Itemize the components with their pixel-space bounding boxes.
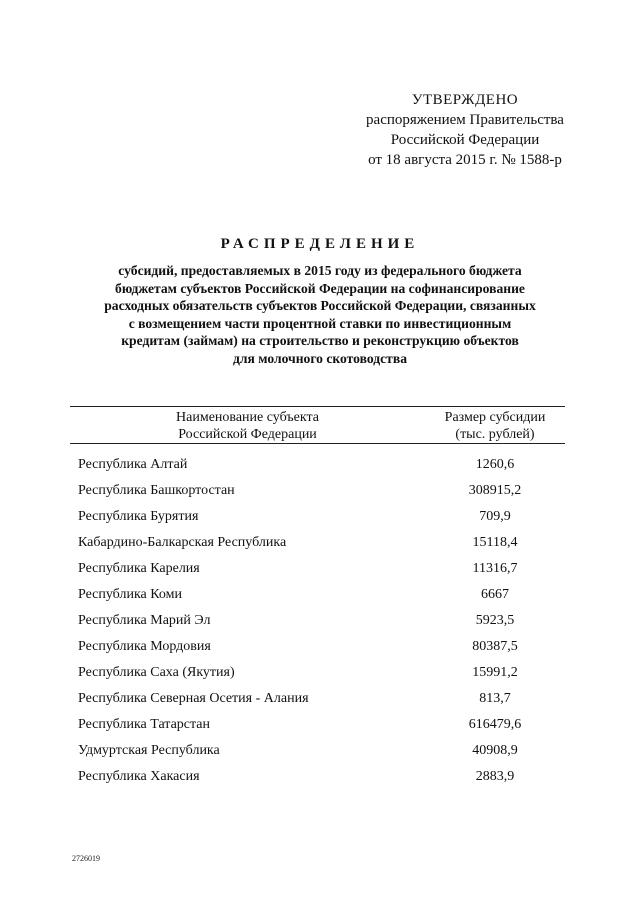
region-name: Республика Хакасия: [78, 769, 200, 784]
subsidy-table: [70, 406, 565, 784]
region-name: Республика Бурятия: [78, 509, 199, 524]
subsidy-amount: 80387,5: [472, 639, 518, 654]
table-row: [70, 638, 565, 664]
table-row: [70, 664, 565, 690]
table-row: [70, 456, 565, 482]
approval-block: [330, 90, 600, 170]
header-name-column: [70, 409, 425, 443]
region-name: Республика Мордовия: [78, 639, 211, 654]
subsidy-amount: 11316,7: [472, 561, 518, 576]
header-text: Наименование субъекта: [176, 410, 319, 425]
table-row: [70, 612, 565, 638]
table-header: [70, 406, 565, 444]
table-row: [70, 586, 565, 612]
region-name: Республика Северная Осетия - Алания: [78, 691, 309, 706]
subsidy-amount: 5923,5: [475, 613, 515, 628]
header-text: Размер субсидии: [444, 410, 546, 425]
region-name: Республика Татарстан: [78, 717, 211, 732]
region-name: Удмуртская Республика: [78, 743, 220, 758]
subtitle-line: кредитам (займам) на строительство и реконструкцию объектов: [121, 333, 519, 348]
table-row: [70, 690, 565, 716]
header-amount-column: [425, 409, 565, 443]
subtitle-line: субсидий, предоставляемых в 2015 году из федерального бюджета: [118, 263, 522, 278]
subsidy-amount: 616479,6: [468, 717, 522, 732]
table-row: [70, 768, 565, 794]
subsidy-amount: 6667: [481, 587, 509, 602]
region-name: Республика Алтай: [78, 457, 188, 472]
subsidy-amount: 40908,9: [472, 743, 518, 758]
table-row: [70, 482, 565, 508]
region-name: Республика Коми: [78, 587, 182, 602]
subsidy-amount: 1260,6: [475, 457, 515, 472]
table-row: [70, 716, 565, 742]
document-subtitle: [60, 262, 580, 367]
region-name: Республика Башкортостан: [78, 483, 235, 498]
approval-line: Российской Федерации: [390, 132, 540, 148]
region-name: Кабардино-Балкарская Республика: [78, 535, 287, 550]
document-title: РАСПРЕДЕЛЕНИЕ: [220, 236, 420, 252]
subsidy-amount: 709,9: [479, 509, 511, 524]
subsidy-amount: 308915,2: [468, 483, 522, 498]
document-code: 2726019: [72, 854, 100, 863]
subsidy-amount: 15118,4: [472, 535, 518, 550]
region-name: Республика Марий Эл: [78, 613, 211, 628]
header-text: (тыс. рублей): [455, 427, 535, 442]
approval-line: от 18 августа 2015 г. № 1588-р: [368, 152, 562, 168]
subsidy-amount: 2883,9: [475, 769, 515, 784]
table-row: [70, 742, 565, 768]
approval-line: распоряжением Правительства: [366, 112, 564, 128]
subtitle-line: расходных обязательств субъектов Российской Федерации, связанных: [104, 298, 536, 313]
region-name: Республика Карелия: [78, 561, 200, 576]
subtitle-line: для молочного скотоводства: [233, 350, 407, 366]
approval-heading: УТВЕРЖДЕНО: [411, 92, 519, 108]
table-body: [70, 456, 565, 794]
subtitle-line: с возмещением части процентной ставки по инвестиционным: [128, 315, 512, 331]
table-row: [70, 508, 565, 534]
subsidy-amount: 15991,2: [472, 665, 518, 680]
header-text: Российской Федерации: [178, 427, 317, 442]
subsidy-amount: 813,7: [479, 691, 511, 706]
subtitle-line: бюджетам субъектов Российской Федерации на софинансирование: [115, 280, 525, 296]
table-row: [70, 560, 565, 586]
region-name: Республика Саха (Якутия): [78, 665, 235, 680]
table-row: [70, 534, 565, 560]
